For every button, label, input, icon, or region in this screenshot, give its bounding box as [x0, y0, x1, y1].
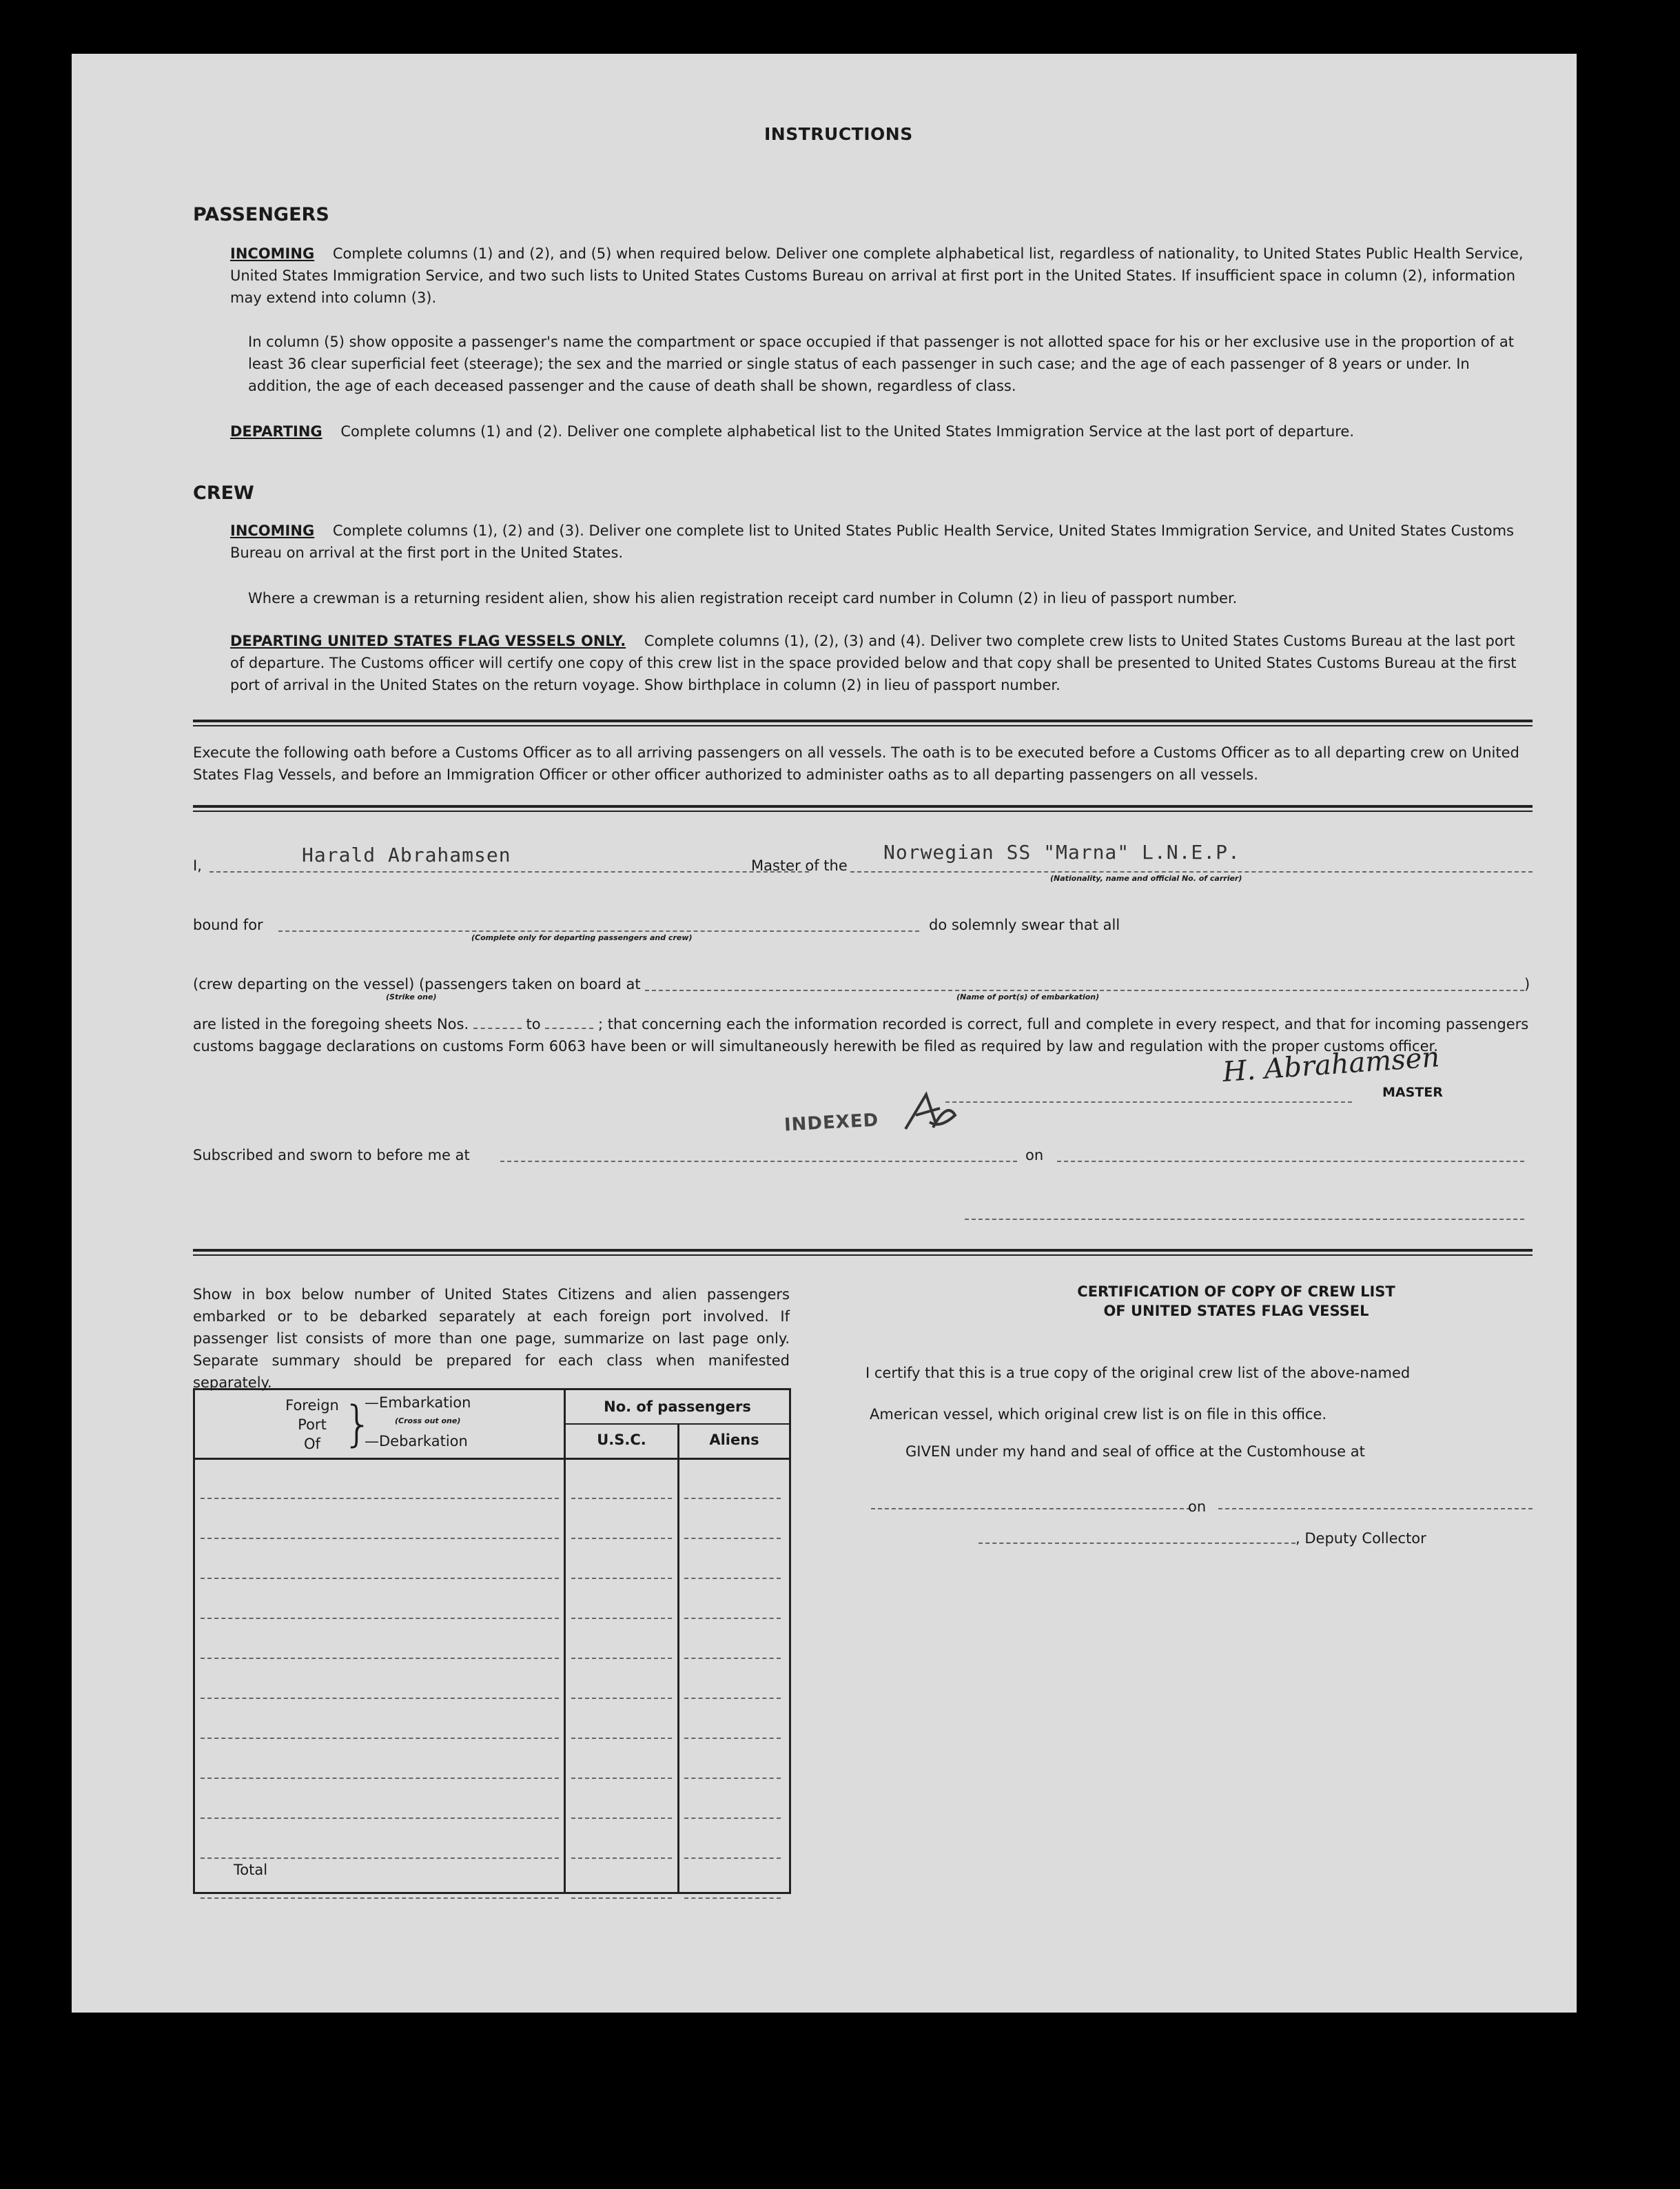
port-line: [645, 990, 1524, 991]
summary-row-line: [201, 1818, 559, 1819]
master-label: MASTER: [1382, 1085, 1443, 1100]
certification-text-1: I certify that this is a true copy of the original crew list of the above-named: [865, 1365, 1411, 1381]
vessel-note: (Nationality, name and official No. of carrier): [1050, 874, 1242, 883]
summary-row-line: [684, 1578, 781, 1579]
column-divider: [564, 1390, 566, 1892]
summary-row-line: [571, 1778, 672, 1779]
listed-text-b: to: [526, 1016, 541, 1032]
passengers-incoming-text: Complete columns (1) and (2), and (5) when required below. Deliver one complete alphabetical list, regardless of nationality, to United States Public Health Service, United States Immigration Service, and two such lists to United States Customs Bureau on arrival at first port in the United States. If insufficient space in column (2), information may extend into column (3).: [230, 245, 1524, 306]
crew-flag-paragraph: [230, 630, 1533, 696]
summary-row-line: [684, 1698, 781, 1699]
subscribed-label: Subscribed and sworn to before me at: [193, 1147, 470, 1163]
summary-row-line: [201, 1538, 559, 1539]
crew-departing-label: (crew departing on the vessel) (passengers taken on board at: [193, 976, 641, 992]
oath-i-label: I,: [193, 857, 202, 874]
passengers-departing-label: DEPARTING: [230, 423, 322, 440]
initials-mark: [899, 1088, 961, 1143]
strike-note: (Strike one): [386, 992, 437, 1001]
no-of-passengers-header: No. of passengers: [604, 1398, 751, 1415]
divider: [193, 805, 1533, 812]
crew-heading: CREW: [193, 482, 254, 504]
vessel-line: [850, 871, 1533, 873]
certification-text-3: GIVEN under my hand and seal of office at the Customhouse at: [905, 1443, 1365, 1460]
swear-label: do solemnly swear that all: [929, 917, 1120, 933]
col-port: Port: [298, 1416, 327, 1433]
resident-alien-paragraph: Where a crewman is a returning resident alien, show his alien registration receipt card number in Column (2) in lieu of passport number.: [248, 590, 1238, 607]
bracket-glyph: }: [342, 1396, 373, 1452]
certification-date-line: [1218, 1508, 1533, 1509]
subscribed-date-line: [1057, 1161, 1524, 1162]
master-name-value: Harald Abrahamsen: [302, 844, 511, 866]
deputy-signature-line: [979, 1543, 1295, 1544]
passengers-incoming-paragraph: [230, 243, 1533, 309]
summary-row-line: [571, 1698, 672, 1699]
master-signature: H. Abrahamsen: [1221, 1041, 1441, 1088]
indexed-stamp: INDEXED: [783, 1110, 879, 1136]
summary-row-line: [201, 1498, 559, 1499]
embarkation-label: —Embarkation: [365, 1394, 471, 1411]
header-bottom-rule: [195, 1458, 789, 1460]
officer-signature-line: [965, 1219, 1524, 1220]
col-foreign: Foreign: [285, 1397, 339, 1414]
port-note: (Name of port(s) of embarkation): [956, 992, 1100, 1001]
bound-note: (Complete only for departing passengers and crew): [471, 933, 693, 942]
deputy-collector-label: , Deputy Collector: [1295, 1530, 1426, 1547]
summary-row-line: [201, 1618, 559, 1619]
on-label: on: [1025, 1147, 1044, 1163]
close-paren: ): [1524, 976, 1530, 992]
signature-line: [945, 1101, 1352, 1103]
summary-row-line: [684, 1778, 781, 1779]
master-name-line: [209, 871, 809, 873]
sheet-to-line: [545, 1028, 593, 1029]
summary-row-line: [571, 1538, 672, 1539]
column5-paragraph: In column (5) show opposite a passenger's name the compartment or space occupied if that passenger is not allotted space for his or her exclusive use in the proportion of at least 36 clear superficial feet (steerage); the sex and the married or single status of each passenger in such case; and the age of each passenger of 8 years or under. In addition, the age of each deceased passenger and the cause of death shall be shown, regardless of class.: [248, 334, 1514, 394]
divider: [193, 720, 1533, 726]
crew-flag-text: Complete columns (1), (2), (3) and (4). Deliver two complete crew lists to United States Customs Bureau at the last port of departure. The Customs officer will certify one copy of this crew list in the space provided below and that copy shall be presented to United States Customs Bureau at the first port of arrival in the United States on the return voyage. Show birthplace in column (2) in lieu of passport number.: [230, 633, 1517, 693]
listed-text-a: are listed in the foregoing sheets Nos.: [193, 1016, 469, 1032]
divider: [193, 1249, 1533, 1256]
customhouse-line: [871, 1508, 1191, 1509]
header-rule: [566, 1423, 789, 1425]
summary-row-line: [684, 1897, 781, 1899]
summary-row-line: [201, 1778, 559, 1779]
oath-intro-paragraph: Execute the following oath before a Customs Officer as to all arriving passengers on all vessels. The oath is to be executed before a Customs Officer as to all departing crew on United States Flag Vessels, and before an Immigration Officer or other officer authorized to administer oaths as to all departing passengers on all vessels.: [193, 744, 1519, 783]
usc-header: U.S.C.: [597, 1432, 646, 1448]
passengers-departing-paragraph: [230, 420, 1533, 442]
document-page: [72, 54, 1577, 2013]
bound-for-label: bound for: [193, 917, 263, 933]
subscribed-place-line: [500, 1161, 1017, 1162]
listed-text-c: ; that concerning each the information recorded is correct, full and complete in every respect, and that for incoming passengers customs baggage declarations on customs Form 6063 have been or will simultaneously herewith be filed as required by law and regulation with the proper customs officer.: [193, 1016, 1529, 1055]
summary-row-line: [571, 1498, 672, 1499]
total-label: Total: [234, 1862, 268, 1878]
cross-out-note: (Cross out one): [395, 1416, 461, 1425]
master-of-label: Master of the: [751, 857, 848, 874]
debarkation-label: —Debarkation: [365, 1433, 468, 1449]
summary-row-line: [684, 1498, 781, 1499]
page-title: INSTRUCTIONS: [764, 124, 913, 144]
summary-row-line: [684, 1738, 781, 1739]
summary-row-line: [571, 1618, 672, 1619]
summary-instructions: Show in box below number of United States Citizens and alien passengers embarked or to be debarked separately at each foreign port involved. If passenger list consists of more than one page, summarize on last page only. Separate summary should be prepared for each class when manifested separately.: [193, 1286, 790, 1391]
summary-row-line: [571, 1658, 672, 1659]
summary-row-line: [201, 1738, 559, 1739]
vessel-value: Norwegian SS "Marna" L.N.E.P.: [883, 841, 1240, 864]
summary-row-line: [684, 1658, 781, 1659]
summary-row-line: [571, 1578, 672, 1579]
passengers-departing-text: Complete columns (1) and (2). Deliver one complete alphabetical list to the United States Immigration Service at the last port of departure.: [340, 423, 1355, 440]
passengers-heading: PASSENGERS: [193, 204, 329, 225]
crew-incoming-paragraph: [230, 520, 1533, 564]
summary-row-line: [201, 1578, 559, 1579]
certification-text-2: American vessel, which original crew list is on file in this office.: [870, 1406, 1327, 1423]
aliens-header: Aliens: [709, 1432, 759, 1448]
summary-row-line: [571, 1897, 672, 1899]
passenger-summary-table: [193, 1388, 791, 1894]
sheet-from-line: [473, 1028, 522, 1029]
certification-title-2: OF UNITED STATES FLAG VESSEL: [1103, 1303, 1369, 1319]
passengers-incoming-label: INCOMING: [230, 245, 315, 262]
bound-for-line: [278, 930, 919, 932]
certification-on-label: on: [1188, 1498, 1207, 1515]
summary-row-line: [201, 1897, 559, 1899]
summary-row-line: [684, 1818, 781, 1819]
crew-incoming-text: Complete columns (1), (2) and (3). Deliver one complete list to United States Public Health Service, United States Immigration Service, and United States Customs Bureau on arrival at the first port in the United States.: [230, 522, 1514, 561]
summary-row-line: [201, 1698, 559, 1699]
crew-flag-label: DEPARTING UNITED STATES FLAG VESSELS ONLY.: [230, 633, 626, 649]
summary-row-line: [571, 1738, 672, 1739]
column-divider: [677, 1423, 679, 1892]
summary-row-line: [684, 1538, 781, 1539]
col-of: Of: [304, 1436, 320, 1452]
summary-row-line: [684, 1857, 781, 1859]
certification-title-1: CERTIFICATION OF COPY OF CREW LIST: [1077, 1283, 1395, 1300]
summary-row-line: [201, 1658, 559, 1659]
summary-row-line: [571, 1818, 672, 1819]
summary-row-line: [571, 1857, 672, 1859]
crew-incoming-label: INCOMING: [230, 522, 315, 539]
summary-row-line: [684, 1618, 781, 1619]
